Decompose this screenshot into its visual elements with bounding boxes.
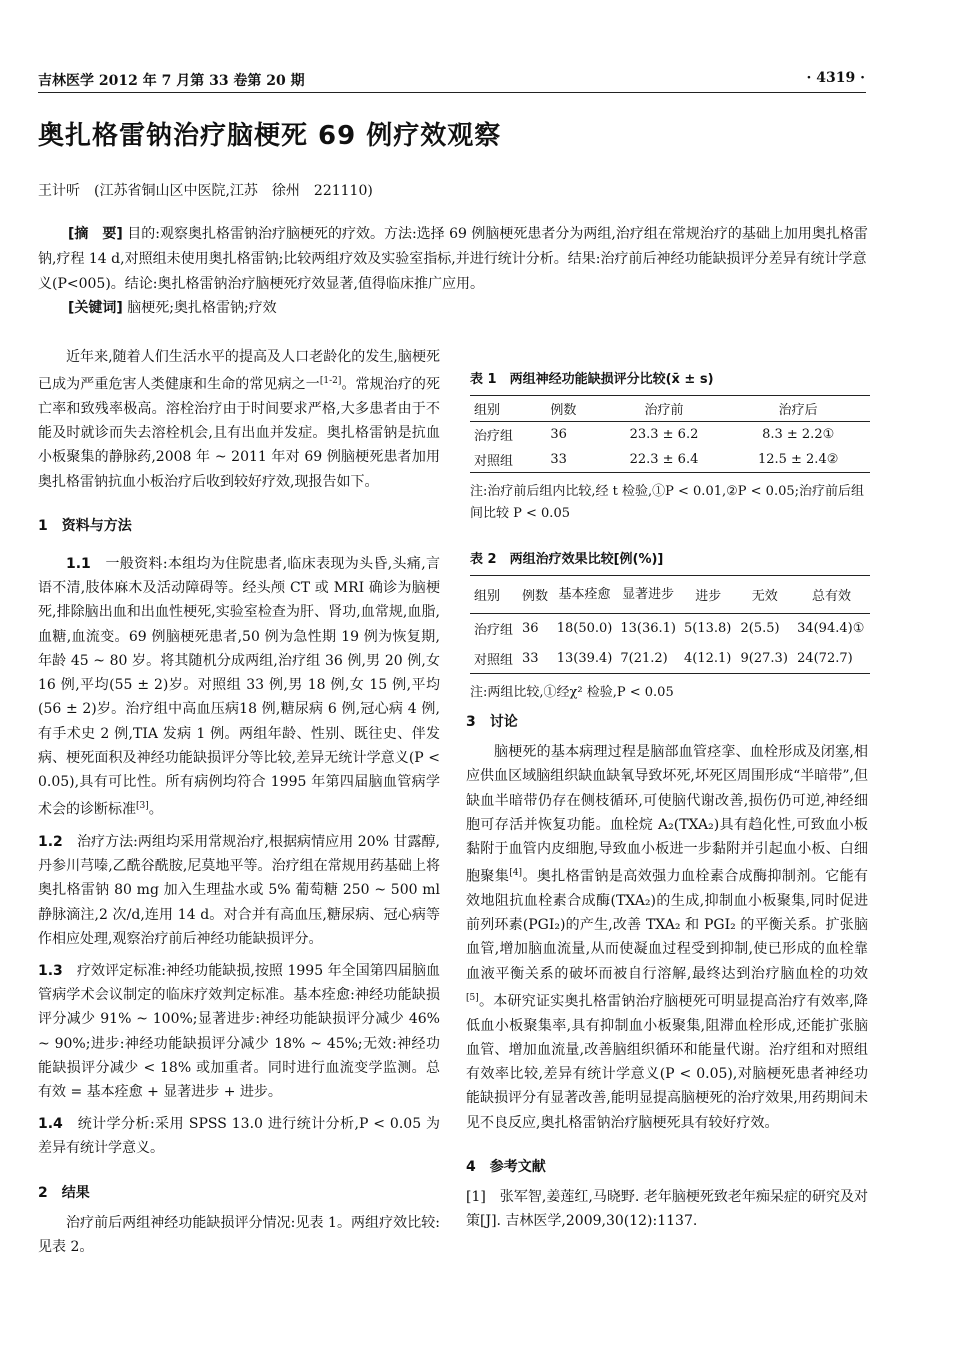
table-cell: 13(36.1) bbox=[616, 614, 680, 644]
table-cell: 9(27.3) bbox=[737, 644, 794, 674]
table-row bbox=[470, 644, 870, 674]
section-1-2-text: 治疗方法:两组均采用常规治疗,根据病情应用 20% 甘露醇,丹参川芎嗪,乙酰谷酰胺,尼莫地平等。治疗组在常规用药基础上将奥扎格雷钠 80 mg 加入生理盐水或 5% 葡萄糖 250 ~ 500 ml 静脉滴注,2 次/d,连用 14 d。对合并有高血压,糖尿病、冠心病等作相应处理,观察治疗前后神经功能缺损评分。 bbox=[38, 833, 441, 947]
intro-paragraph bbox=[38, 345, 440, 494]
table-cell: 对照组 bbox=[470, 447, 546, 473]
keywords-text: 脑梗死;奥扎格雷钠;疗效 bbox=[127, 300, 277, 316]
section-2-heading: 2 结果 bbox=[38, 1184, 90, 1201]
table-cell: 22.3 ± 6.4 bbox=[602, 447, 727, 473]
table-header: 组别 bbox=[470, 576, 518, 614]
section-1-1-text: 一般资料:本组均为住院患者,临床表现为头昏,头痛,言语不清,肢体麻木及活动障碍等。经头颅 CT 或 MRI 确诊为脑梗死,排除脑出血和出血性梗死,实验室检查为肝、肾功,血常规,血脂,血糖,血流变。69 例脑梗死患者,50 例为急性期 19 例为恢复期,年龄 45 ~ 80 岁。将其随机分成两组,治疗组 36 例,男 20 例,女 16 例,平均(55 ± 2)岁。对照组 33 例,男 18 例,女 15 例,平均(56 ± 2)岁。治疗组中高血压病18 例,糖尿病 6 例,冠心病 4 例,有手术史 2 例,TIA 发病 1 例。两组年龄、性别、既往史、伴发病、梗死面积及神经功能缺损评分等比较,差异无统计学意义(P < 0.05),具有可比性。所有病例均符合 1995 年第四届脑血管病学术会的诊断标准 bbox=[38, 556, 441, 818]
table-header: 例数 bbox=[546, 396, 601, 422]
section-4-heading: 4 参考文献 bbox=[466, 1158, 546, 1175]
abstract-text: 目的:观察奥扎格雷钠治疗脑梗死的疗效。方法:选择 69 例脑梗死患者分为两组,治疗组在常规治疗的基础上加用奥扎格雷钠,疗程 14 d,对照组未使用奥扎格雷钠;比较两组疗效及实验室指标,并进行统计分析。结果:治疗前后神经功能缺损评分差异有统计学意义(P<005)。结论:奥扎格雷钠治疗脑梗死疗效显著,值得临床推广应用。 bbox=[38, 226, 868, 292]
table-cell: 对照组 bbox=[470, 644, 518, 674]
table-row bbox=[470, 614, 870, 644]
punct: 。 bbox=[148, 801, 163, 818]
table-header: 基本痊愈 bbox=[553, 576, 617, 614]
section-1-4-label: 1.4 bbox=[38, 1116, 63, 1133]
article-title: 奥扎格雷钠治疗脑梗死 69 例疗效观察 bbox=[38, 121, 502, 151]
table-cell: 23.3 ± 6.2 bbox=[602, 422, 727, 448]
table-2-caption: 表 2 两组治疗效果比较[例(%)] bbox=[470, 552, 664, 567]
table-header: 治疗前 bbox=[602, 396, 727, 422]
intro-text-2: 。常规治疗的死亡率和致残率极高。溶栓治疗由于时间要求严格,大多患者由于不能及时就诊而失去溶栓机会,且有出血并发症。奥扎格雷钠是抗血小板聚集的静脉药,2008 年 ~ 2011 年对 69 例脑梗死患者加用奥扎格雷钠抗血小板治疗后收到较好疗效,现报告如下。 bbox=[38, 376, 441, 490]
discussion-paragraph bbox=[466, 740, 868, 1135]
page-number: · 4319 · bbox=[806, 70, 865, 86]
table-cell: 5(13.8) bbox=[680, 614, 737, 644]
table-cell: 13(39.4) bbox=[553, 644, 617, 674]
citation: [5] bbox=[466, 992, 479, 1003]
section-1-2-label: 1.2 bbox=[38, 833, 63, 850]
table-1 bbox=[470, 368, 870, 525]
section-2-text: 治疗前后两组神经功能缺损评分情况:见表 1。两组疗效比较:见表 2。 bbox=[38, 1214, 440, 1256]
table-header: 进步 bbox=[680, 576, 737, 614]
journal-header: 吉林医学 2012 年 7 月第 33 卷第 20 期 bbox=[38, 73, 305, 89]
table-cell: 33 bbox=[546, 447, 601, 473]
section-1-2 bbox=[38, 830, 440, 951]
table-1-note: 注:治疗前后组内比较,经 t 检验,①P < 0.01,②P < 0.05;治疗前后组间比较 P < 0.05 bbox=[470, 484, 864, 521]
table-header: 组别 bbox=[470, 396, 546, 422]
table-1-caption: 表 1 两组神经功能缺损评分比较(x̄ ± s) bbox=[470, 372, 714, 387]
table-2-grid bbox=[470, 575, 870, 674]
table-cell: 4(12.1) bbox=[680, 644, 737, 674]
left-column bbox=[38, 345, 440, 1259]
section-1-4 bbox=[38, 1112, 440, 1160]
table-header: 显著进步 bbox=[616, 576, 680, 614]
section-1-3-text: 疗效评定标准:神经功能缺损,按照 1995 年全国第四届脑血管病学术会议制定的临床疗效判定标准。基本痊愈:神经功能缺损评分减少 91% ~ 100%;显著进步:神经功能缺损评分减少 46% ~ 90%;进步:神经功能缺损评分减少 18% ~ 45%;无效:神经功能缺损评分减少 < 18% 或加重者。同时进行血流变学监测。总有效 = 基本痊愈 + 显著进步 + 进步。 bbox=[38, 962, 441, 1100]
header-rule bbox=[38, 92, 866, 93]
table-cell: 8.3 ± 2.2① bbox=[726, 422, 870, 448]
section-1-1 bbox=[38, 552, 440, 822]
abstract bbox=[38, 222, 868, 297]
table-cell: 36 bbox=[546, 422, 601, 448]
right-column bbox=[466, 710, 868, 1233]
citation: [4] bbox=[509, 868, 522, 879]
abstract-label: [摘 要] bbox=[68, 226, 123, 242]
table-cell: 33 bbox=[518, 644, 553, 674]
section-1-4-text: 统计学分析:采用 SPSS 13.0 进行统计分析,P < 0.05 为差异有统计学意义。 bbox=[38, 1116, 441, 1157]
table-header: 总有效 bbox=[793, 576, 870, 614]
author-line: 王计听 (江苏省铜山区中医院,江苏 徐州 221110) bbox=[38, 183, 373, 199]
table-row bbox=[470, 447, 870, 473]
table-cell: 治疗组 bbox=[470, 422, 546, 448]
discussion-text-1: 脑梗死的基本病理过程是脑部血管痉挛、血栓形成及闭塞,相应供血区域脑组织缺血缺氧导致坏死,坏死区周围形成“半暗带”,但缺血半暗带仍存在侧枝循环,可使脑代谢改善,损伤仍可逆,神经细胞可存活并恢复功能。血栓烷 A₂(TXA₂)具有趋化性,可致血小板黏附于血管内皮细胞,导致血小板进一步黏附并引起血小板、白细胞聚集 bbox=[466, 744, 868, 885]
table-1-grid bbox=[470, 395, 870, 473]
table-header: 治疗后 bbox=[726, 396, 870, 422]
table-2 bbox=[470, 548, 870, 704]
table-cell: 34(94.4)① bbox=[793, 614, 870, 644]
citation: [1-2] bbox=[319, 376, 342, 387]
table-header: 无效 bbox=[737, 576, 794, 614]
section-3-heading: 3 讨论 bbox=[466, 714, 518, 730]
table-header: 例数 bbox=[518, 576, 553, 614]
section-1-1-label: 1.1 bbox=[66, 556, 91, 573]
table-cell: 18(50.0) bbox=[553, 614, 617, 644]
table-cell: 7(21.2) bbox=[616, 644, 680, 674]
table-2-note: 注:两组比较,①经χ² 检验,P < 0.05 bbox=[470, 685, 674, 700]
table-cell: 2(5.5) bbox=[737, 614, 794, 644]
discussion-text-2: 。奥扎格雷钠是高效强力血栓素合成酶抑制剂。它能有效地阻抗血栓素合成酶(TXA₂)的生成,抑制血小板聚集,同时促进前列环素(PGI₂)的产生,改善 TXA₂ 和 PGI₂ 的平衡关系。扩张脑血管,增加脑血流量,从而使凝血过程受到抑制,使已形成的血栓靠血液平衡关系的破坏而被自行溶解,最终达到治疗脑血栓的功效 bbox=[466, 868, 868, 982]
table-cell: 24(72.7) bbox=[793, 644, 870, 674]
reference-1: [1] 张军智,姜莲红,马晓野. 老年脑梗死致老年痴呆症的研究及对策[J]. 吉林医学,2009,30(12):1137. bbox=[466, 1188, 868, 1229]
keywords bbox=[68, 297, 277, 317]
section-1-3 bbox=[38, 959, 440, 1104]
table-cell: 治疗组 bbox=[470, 614, 518, 644]
table-cell: 12.5 ± 2.4② bbox=[726, 447, 870, 473]
intro-text: 近年来,随着人们生活水平的提高及人口老龄化的发生,脑梗死已成为严重危害人类健康和生命的常见病之一 bbox=[38, 349, 440, 393]
citation: [3] bbox=[136, 801, 149, 812]
keywords-label: [关键词] bbox=[68, 300, 123, 316]
table-row bbox=[470, 422, 870, 448]
section-1-3-label: 1.3 bbox=[38, 962, 63, 979]
section-1-heading: 1 资料与方法 bbox=[38, 517, 132, 534]
table-cell: 36 bbox=[518, 614, 553, 644]
discussion-text-3: 。本研究证实奥扎格雷钠治疗脑梗死可明显提高治疗有效率,降低血小板聚集率,具有抑制血小板聚集,阻滞血栓形成,还能扩张脑血管、增加血流量,改善脑组织循环和能量代谢。治疗组和对照组有效率比较,差异有统计学意义(P < 0.05),对脑梗死患者神经功能缺损评分有显著改善,能明显提高脑梗死的治疗效果,用药期间未见不良反应,奥扎格雷钠治疗脑梗死具有较好疗效。 bbox=[466, 993, 868, 1131]
